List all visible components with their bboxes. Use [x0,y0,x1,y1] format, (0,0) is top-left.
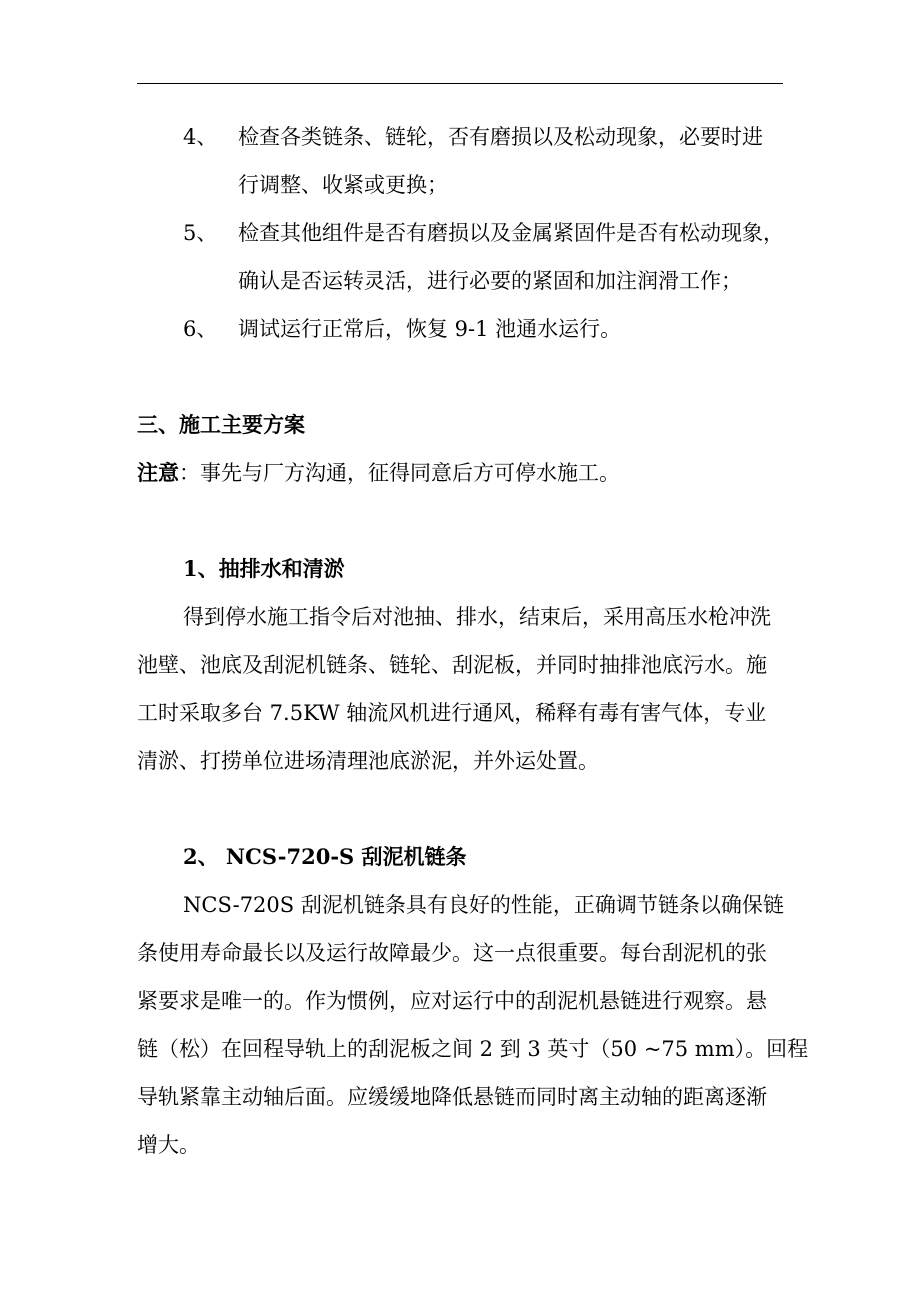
header-rule [137,83,783,84]
paragraph-line: 增大。 [137,1133,200,1157]
item-text-line: 行调整、收紧或更换； [238,173,448,197]
note [137,458,620,488]
paragraph-line: 工时采取多台 7.5KW 轴流风机进行通风，稀释有毒有害气体，专业 [137,701,767,725]
paragraph-line: 池壁、池底及刮泥机链条、链轮、刮泥板，并同时抽排池底污水。施 [137,653,767,677]
note-label: 注意 [137,460,179,485]
paragraph-line: 条使用寿命最长以及运行故障最少。这一点很重要。每台刮泥机的张 [137,941,767,965]
subsection-heading: 1、抽排水和清淤 [183,556,345,581]
item-text-line: 检查各类链条、链轮，否有磨损以及松动现象，必要时进 [238,125,763,149]
paragraph-line: 得到停水施工指令后对池抽、排水，结束后，采用高压水枪冲洗 [183,605,771,629]
paragraph-line: 紧要求是唯一的。作为惯例，应对运行中的刮泥机悬链进行观察。悬 [137,989,767,1013]
item-text-line: 调试运行正常后，恢复 9-1 池通水运行。 [238,317,622,341]
section-heading: 三、施工主要方案 [137,412,305,437]
subsection-heading: 2、 NCS-720-S 刮泥机链条 [183,844,467,869]
item-number: 4、 [183,125,218,149]
item-text-line: 检查其他组件是否有磨损以及金属紧固件是否有松动现象， [238,221,784,245]
paragraph-line: 清淤、打捞单位进场清理池底淤泥，并外运处置。 [137,749,599,773]
item-number: 6、 [183,317,218,341]
item-text-line: 确认是否运转灵活，进行必要的紧固和加注润滑工作； [238,269,742,293]
paragraph-line: 链（松）在回程导轨上的刮泥板之间 2 到 3 英寸（50 ~75 mm）。回程 [137,1037,809,1061]
paragraph-line: NCS-720S 刮泥机链条具有良好的性能，正确调节链条以确保链 [183,893,784,917]
item-number: 5、 [183,221,218,245]
paragraph-line: 导轨紧靠主动轴后面。应缓缓地降低悬链而同时离主动轴的距离逐渐 [137,1085,767,1109]
note-text: ：事先与厂方沟通，征得同意后方可停水施工。 [179,461,620,485]
